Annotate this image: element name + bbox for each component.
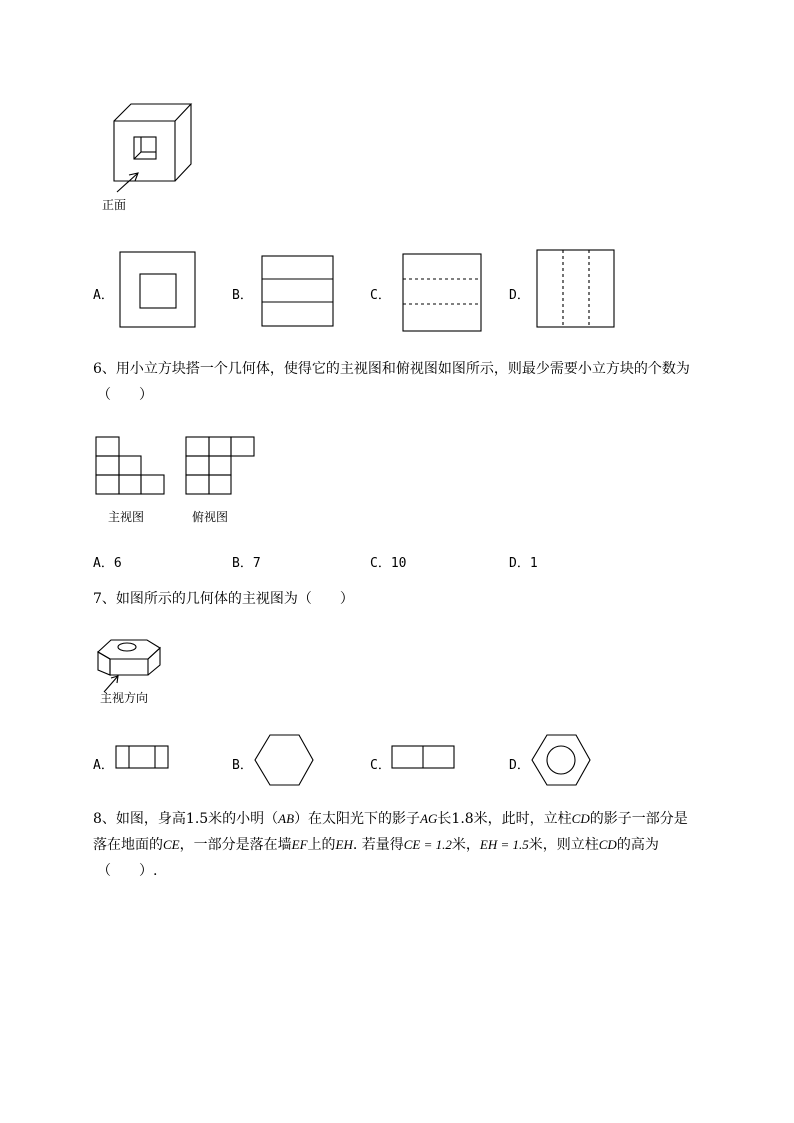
- option-d-figure[interactable]: [0, 240, 794, 340]
- front-view-label: 主视图: [108, 510, 145, 524]
- q7-option-b-letter[interactable]: B．: [232, 758, 253, 773]
- q8-line1: [93, 806, 688, 832]
- q8-text: 长1.8米，此时，立柱: [437, 811, 572, 827]
- option-c-letter[interactable]: C．: [370, 288, 391, 303]
- var-cd: CD: [571, 811, 590, 826]
- q6-option-a[interactable]: A．6: [93, 556, 122, 571]
- q8-text: 落在地面的: [93, 837, 163, 853]
- q7-option-a-letter[interactable]: A．: [93, 758, 114, 773]
- q8-text: 米，: [451, 837, 480, 853]
- arrow-shaft: [117, 173, 138, 192]
- q6-views-figure: [0, 430, 794, 500]
- cube-side-face: [175, 104, 191, 181]
- nut-hole: [118, 643, 136, 651]
- q8-text: 的高为: [616, 837, 659, 853]
- q8-text: 的影子一部分是: [589, 811, 688, 827]
- option-a-letter[interactable]: A．: [93, 288, 114, 303]
- q8-text: ）在太阳光下的影子: [294, 811, 421, 827]
- var-ef: EF: [291, 837, 308, 852]
- view-direction-label: 主视方向: [100, 691, 149, 705]
- q7-option-c-letter[interactable]: C．: [370, 758, 391, 773]
- q6-stem-line2: （ ）: [97, 387, 153, 403]
- q6-option-d[interactable]: D．1: [509, 556, 538, 571]
- option-d-letter[interactable]: D．: [509, 288, 530, 303]
- nut-front-face: [98, 652, 110, 675]
- var-ab: AB: [278, 811, 295, 826]
- q8-text: . 若量得: [352, 837, 404, 853]
- q7-stem: 7、如图所示的几何体的主视图为（ ）: [93, 591, 354, 607]
- top-view-grid: [186, 437, 254, 494]
- cube-front-face: [114, 121, 175, 181]
- q8-text: ，一部分是落在墙: [179, 837, 292, 853]
- q6-option-b[interactable]: B．7: [232, 556, 261, 571]
- q8-answer-blank: （ ）.: [97, 863, 158, 879]
- q6-stem-line1: 6、用小立方块搭一个几何体，使得它的主视图和俯视图如图所示，则最少需要小立方块的个数为: [93, 361, 690, 377]
- option-b-letter[interactable]: B．: [232, 288, 253, 303]
- cube-top-face: [114, 104, 191, 121]
- q7-option-d-letter[interactable]: D．: [509, 758, 530, 773]
- q7-option-d-figure[interactable]: [0, 735, 794, 795]
- top-view-label: 俯视图: [192, 510, 229, 524]
- var-ag: AG: [420, 811, 438, 826]
- q6-option-c[interactable]: C．10: [370, 556, 407, 571]
- q8-text: 上的: [307, 837, 336, 853]
- q8-text: 8、如图，身高1.5米的小明（: [93, 811, 279, 827]
- front-direction-label: 正面: [102, 198, 127, 212]
- front-view-grid: [96, 437, 164, 494]
- q8-text: 米，则立柱: [528, 837, 599, 853]
- var-cd: CD: [598, 837, 617, 852]
- eq-ce: CE = 1.2: [403, 837, 452, 852]
- var-ce: CE: [163, 837, 180, 852]
- var-eh: EH: [335, 837, 353, 852]
- hole-inner-edges: [134, 137, 141, 159]
- nut-side-face: [148, 648, 160, 675]
- eq-eh: EH = 1.5: [479, 837, 529, 852]
- nut-front-face-2: [110, 659, 148, 675]
- q8-line2: [93, 832, 659, 858]
